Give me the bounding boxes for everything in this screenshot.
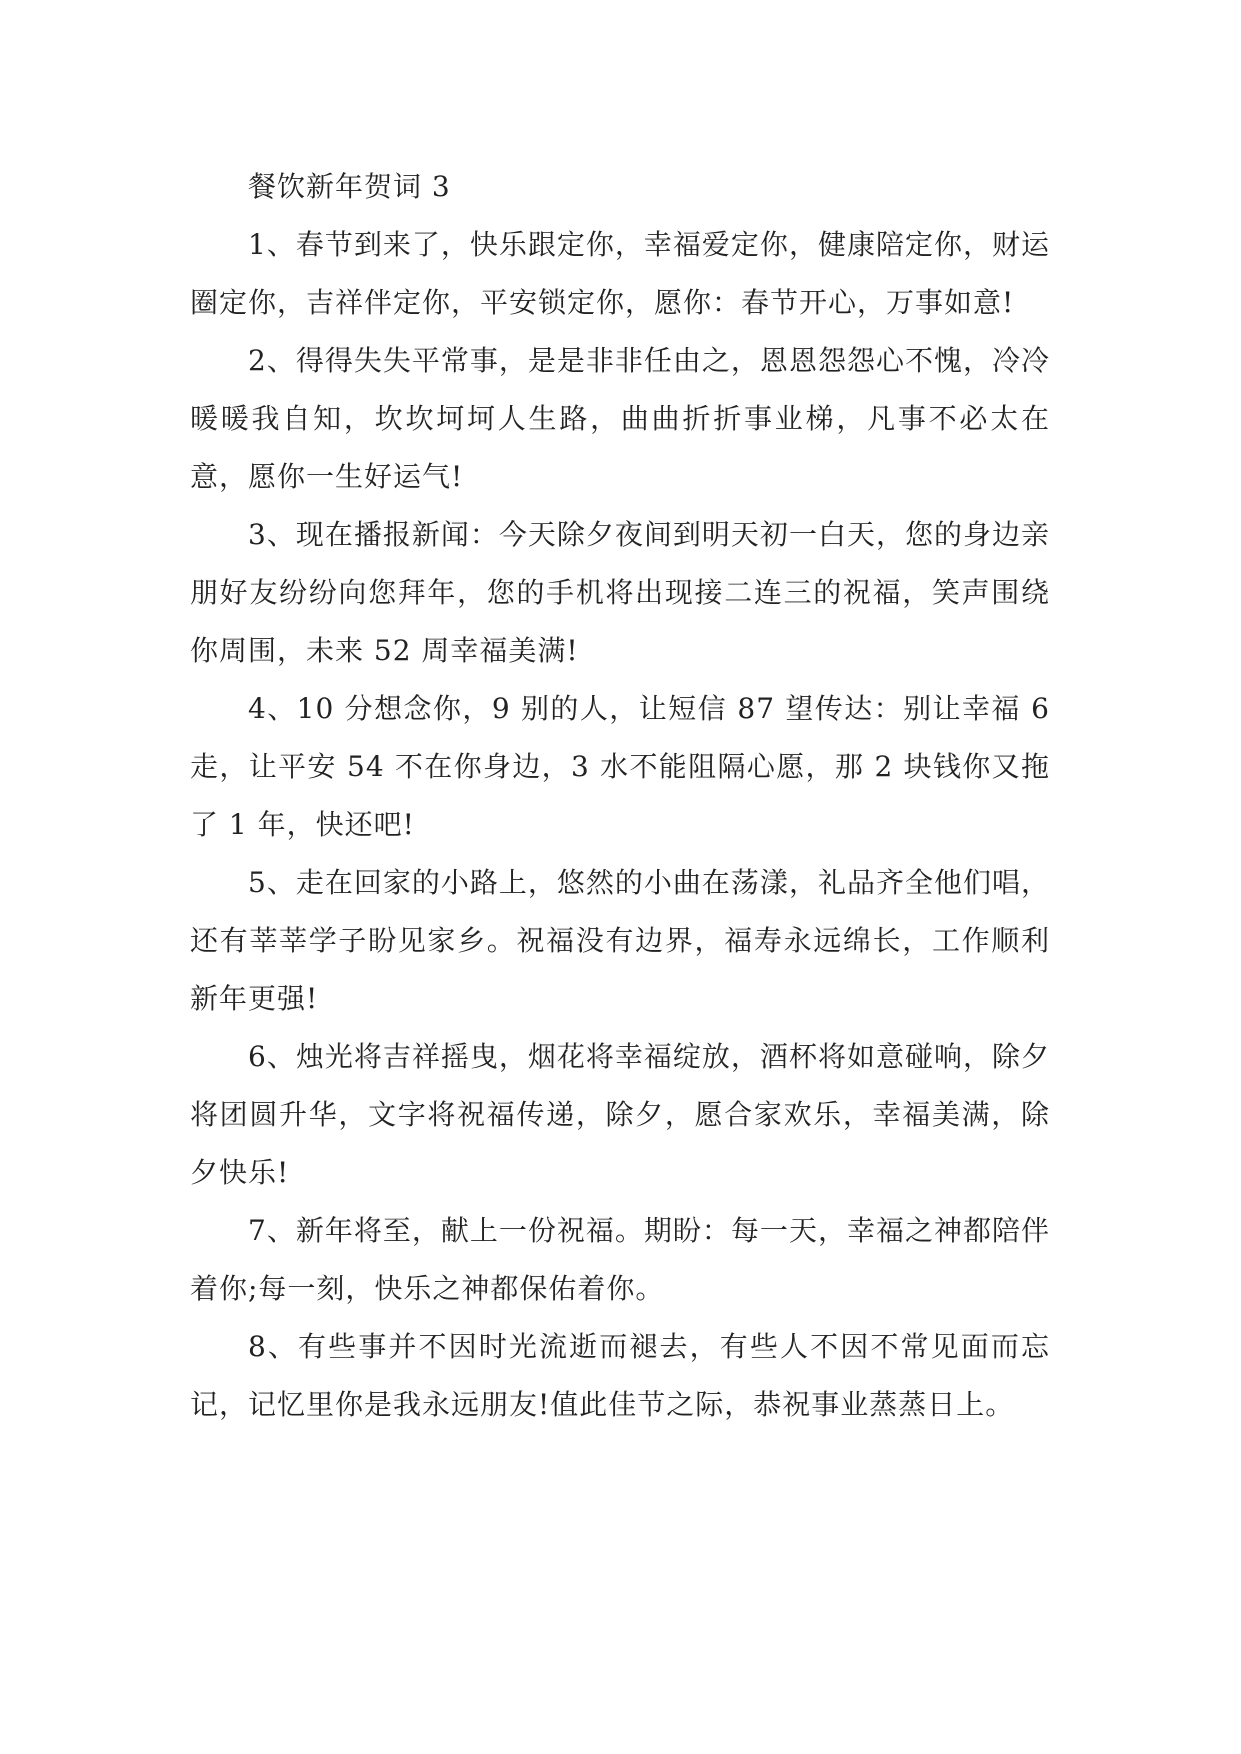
paragraph-7: 7、新年将至，献上一份祝福。期盼：每一天，幸福之神都陪伴着你;每一刻，快乐之神都保佑着你。	[190, 1214, 1050, 1305]
paragraph-3: 3、现在播报新闻：今天除夕夜间到明天初一白天，您的身边亲朋好友纷纷向您拜年，您的手机将出现接二连三的祝福，笑声围绕你周围，未来 52 周幸福美满!	[190, 518, 1050, 667]
document-title: 餐饮新年贺词 3	[248, 170, 451, 203]
paragraph-1: 1、春节到来了，快乐跟定你，幸福爱定你，健康陪定你，财运圈定你，吉祥伴定你，平安锁定你，愿你：春节开心，万事如意!	[190, 228, 1050, 319]
document-body	[190, 158, 1050, 1434]
paragraph-8: 8、有些事并不因时光流逝而褪去，有些人不因不常见面而忘记，记忆里你是我永远朋友!值此佳节之际，恭祝事业蒸蒸日上。	[190, 1330, 1050, 1421]
paragraph-4: 4、10 分想念你，9 别的人，让短信 87 望传达：别让幸福 6 走，让平安 54 不在你身边，3 水不能阻隔心愿，那 2 块钱你又拖了 1 年，快还吧!	[190, 692, 1050, 841]
paragraph-6: 6、烛光将吉祥摇曳，烟花将幸福绽放，酒杯将如意碰响，除夕将团圆升华，文字将祝福传递，除夕，愿合家欢乐，幸福美满，除夕快乐!	[190, 1040, 1050, 1189]
paragraph-2: 2、得得失失平常事，是是非非任由之，恩恩怨怨心不愧，冷冷暖暖我自知，坎坎坷坷人生路，曲曲折折事业梯，凡事不必太在意，愿你一生好运气!	[190, 344, 1050, 493]
paragraph-5: 5、走在回家的小路上，悠然的小曲在荡漾，礼品齐全他们唱，还有莘莘学子盼见家乡。祝福没有边界，福寿永远绵长，工作顺利新年更强!	[190, 866, 1050, 1015]
